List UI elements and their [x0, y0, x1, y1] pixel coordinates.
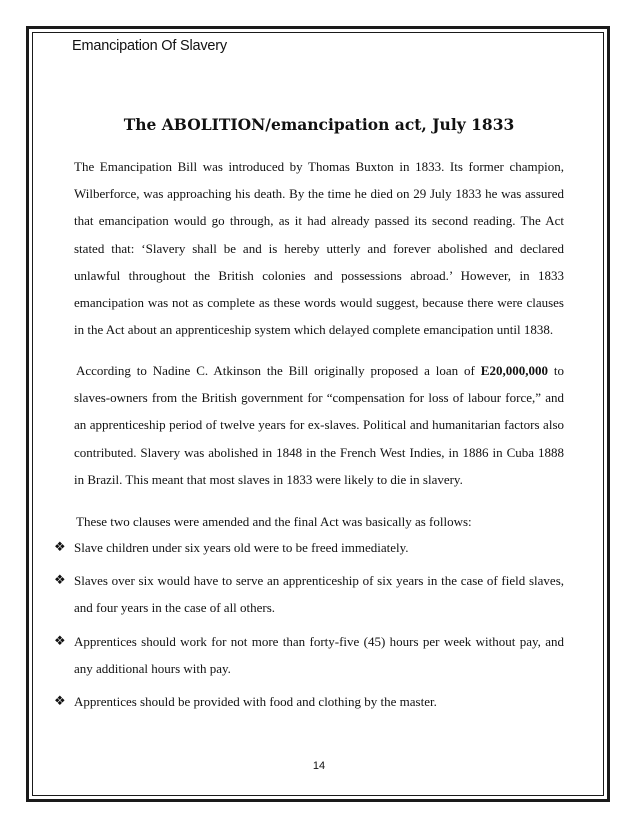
diamond-bullet-icon: ❖	[54, 694, 66, 710]
diamond-bullet-icon: ❖	[54, 573, 66, 589]
paragraph-2	[74, 357, 564, 493]
paragraph-3: These two clauses were amended and the final Act was basically as follows:	[76, 514, 472, 529]
list-item	[54, 534, 564, 561]
loan-amount: E20,000,000	[480, 363, 548, 378]
list-item	[54, 628, 564, 682]
paragraph-1: The Emancipation Bill was introduced by Thomas Buxton in 1833. Its former champion, Wilberforce, was approaching his death. By the time he died on 29 July 1833 he was assured that emancipation would go through, as it had already passed its second reading. The Act stated that: ‘Slavery shall be and is hereby utterly and forever abolished and declared unlawful throughout the British colonies and possessions abroad.’ However, in 1833 emancipation was not as complete as these words would suggest, because there were clauses in the Act about an apprenticeship system which delayed complete emancipation until 1838.	[74, 159, 564, 338]
list-item	[54, 688, 564, 715]
section-title: The ABOLITION/emancipation act, July 1833	[123, 115, 515, 134]
list-item-text: Apprentices should be provided with food and clothing by the master.	[74, 694, 437, 710]
list-item-text: Slaves over six would have to serve an apprenticeship of six years in the case of field slaves, and four years in the case of all others.	[74, 573, 564, 616]
diamond-bullet-icon: ❖	[54, 633, 66, 649]
list-item-text: Apprentices should work for not more than forty-five (45) hours per week without pay, and any additional hours with pay.	[74, 633, 564, 676]
list-item	[54, 567, 564, 621]
page-number: 14	[312, 760, 326, 772]
diamond-bullet-icon: ❖	[54, 540, 66, 555]
running-header: Emancipation Of Slavery	[72, 38, 227, 54]
act-provisions-list	[54, 534, 564, 721]
list-item-text: Slave children under six years old were to be freed immediately.	[74, 540, 409, 555]
paragraph-2-text-after: to slaves-owners from the British government for “compensation for loss of labour force,” and an apprenticeship period of twelve years for ex-slaves. Political and humanitarian factors also contributed. Slavery was abolished in 1848 in the French West Indies, in 1886 in Cuba 1888 in Brazil. This meant that most slaves in 1833 were likely to die in slavery.	[74, 363, 564, 487]
paragraph-2-text-before: According to Nadine C. Atkinson the Bill originally proposed a loan of	[76, 363, 481, 378]
